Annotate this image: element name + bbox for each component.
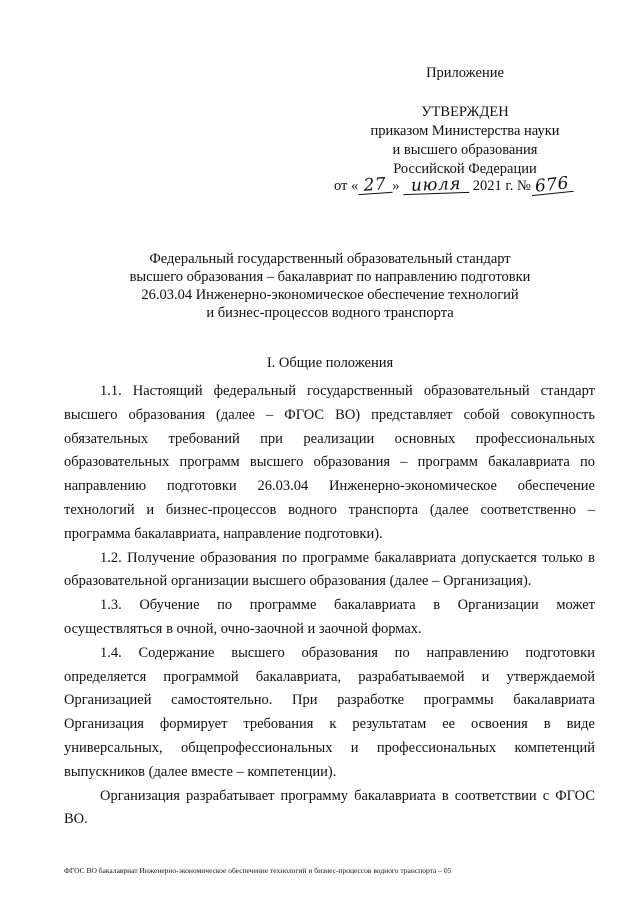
handwritten-order-number: 676 (530, 175, 574, 196)
paragraph-1-1: 1.1. Настоящий федеральный государственный образовательный стандарт высшего образования (далее – ФГОС ВО) представляет собой совокупность обязательных требований при реализации основных профессиональных образовательных программ высшего образования – программ бакалавриата по направлению подготовки 26.03.04 Инженерно-экономическое обеспечение технологий и бизнес-процессов водного транспорта (далее соответственно – программа бакалавриата, направление подготовки). (64, 383, 595, 542)
handwritten-month: июля (403, 176, 470, 195)
order-line-2: и высшего образования (392, 142, 538, 158)
paragraph-1-2: 1.2. Получение образования по программе бакалавриата допускается только в образовательной организации высшего образования (далее – Организация). (64, 549, 595, 590)
paragraph-1-4: 1.4. Содержание высшего образования по направлению подготовки определяется программой бакалавриата, разрабатываемой и утверждаемой Организацией самостоятельно. При разработке программы бакалавриата Организация формирует требования к результатам ее освоения в виде универсальных, общепрофессиональных и профессиональных компетенций выпускников (далее вместе – компетенции). (64, 644, 595, 780)
title-line-3: 26.03.04 Инженерно-экономическое обеспечение технологий (141, 287, 519, 303)
appendix-label: Приложение (426, 65, 504, 81)
date-mid: » (392, 178, 400, 194)
page-footer: ФГОС ВО бакалавриат Инженерно-экономическое обеспечение технологий и бизнес-процессов водного транспорта – 05 (64, 866, 452, 875)
document-body (64, 380, 595, 832)
document-title (90, 250, 570, 322)
order-line-1: приказом Министерства науки (370, 123, 560, 139)
section-title: I. Общие положения (266, 355, 394, 371)
order-date-line (334, 173, 604, 197)
title-line-2: высшего образования – бакалавриат по направлению подготовки (129, 269, 531, 285)
date-year: 2021 г. № (472, 178, 531, 194)
order-line-3: Российской Федерации (393, 161, 537, 177)
title-line-1: Федеральный государственный образовательный стандарт (149, 251, 511, 267)
title-line-4: и бизнес-процессов водного транспорта (206, 305, 454, 321)
handwritten-day: 27 (358, 176, 393, 195)
approval-block (330, 64, 600, 179)
paragraph-organization: Организация разрабатывает программу бакалавриата в соответствии с ФГОС ВО. (64, 787, 595, 828)
paragraph-1-3: 1.3. Обучение по программе бакалавриата в Организации может осуществляться в очной, очно-заочной и заочной формах. (64, 597, 595, 637)
date-prefix: от « (334, 178, 359, 194)
approved-label: УТВЕРЖДЕН (421, 104, 509, 120)
